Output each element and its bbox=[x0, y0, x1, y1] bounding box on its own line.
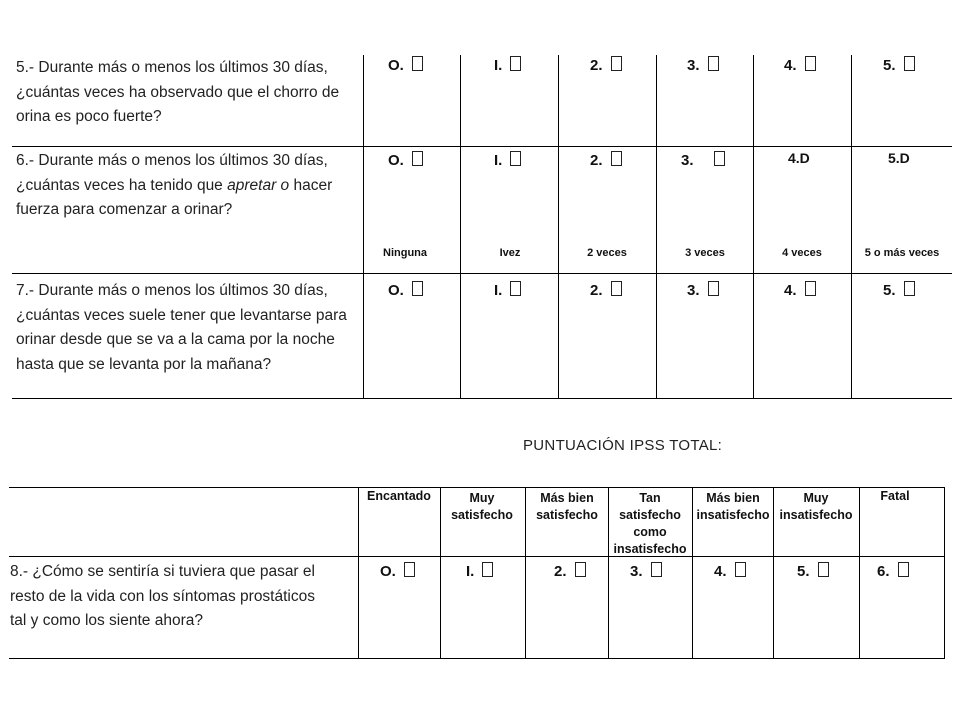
table-rule bbox=[12, 146, 952, 147]
checkbox-icon[interactable] bbox=[708, 281, 719, 296]
question-line: 8.- ¿Cómo se sentiría si tuviera que pasar el bbox=[10, 563, 315, 580]
column-divider bbox=[440, 487, 441, 658]
question-line bbox=[16, 174, 332, 199]
q7-option-4[interactable] bbox=[784, 281, 816, 299]
checkbox-icon[interactable] bbox=[714, 151, 725, 166]
column-divider bbox=[851, 55, 852, 398]
option-label: I. bbox=[494, 57, 503, 74]
question-8-text bbox=[10, 560, 315, 634]
q5-option-0[interactable] bbox=[388, 56, 423, 74]
column-divider bbox=[460, 55, 461, 398]
header-line: Encantado bbox=[367, 489, 431, 503]
checkbox-icon[interactable] bbox=[708, 56, 719, 71]
header-line: satisfecho bbox=[451, 508, 513, 522]
checkbox-icon[interactable] bbox=[651, 562, 662, 577]
question-line: orinar desde que se va a la cama por la noche bbox=[16, 331, 335, 348]
header-line: satisfecho bbox=[619, 508, 681, 522]
checkbox-icon[interactable] bbox=[611, 281, 622, 296]
question-line: 6.- Durante más o menos los últimos 30 días, bbox=[16, 152, 328, 169]
option-label: 5. bbox=[883, 282, 896, 299]
option-label: 2. bbox=[590, 57, 603, 74]
header-line: Fatal bbox=[880, 489, 910, 503]
scale-label: 2 veces bbox=[587, 247, 627, 259]
header-line: como bbox=[633, 525, 667, 539]
question-7-text bbox=[16, 279, 347, 377]
checkbox-icon[interactable] bbox=[611, 56, 622, 71]
checkbox-icon[interactable] bbox=[575, 562, 586, 577]
column-divider bbox=[558, 55, 559, 398]
table-rule bbox=[9, 556, 945, 557]
question-line: ¿cuántas veces suele tener que levantarse para bbox=[16, 306, 347, 324]
question-line: ¿cuántas veces ha observado que el chorro de bbox=[16, 83, 340, 101]
column-divider bbox=[363, 55, 364, 398]
question-line: fuerza para comenzar a orinar? bbox=[16, 201, 233, 218]
header-muy-insatisfecho bbox=[780, 490, 853, 524]
column-divider bbox=[859, 487, 860, 658]
option-label: 3. bbox=[630, 563, 643, 580]
q6-option-2[interactable] bbox=[590, 151, 622, 169]
checkbox-icon[interactable] bbox=[904, 56, 915, 71]
q7-option-2[interactable] bbox=[590, 281, 622, 299]
q7-option-5[interactable] bbox=[883, 281, 915, 299]
column-divider bbox=[773, 487, 774, 658]
column-divider bbox=[944, 487, 945, 658]
q7-option-0[interactable] bbox=[388, 281, 423, 299]
question-emphasis: apretar o bbox=[227, 176, 290, 194]
option-label: 4. bbox=[714, 563, 727, 580]
checkbox-icon[interactable] bbox=[904, 281, 915, 296]
scale-label: Ivez bbox=[499, 247, 521, 259]
option-label: 4. bbox=[784, 57, 797, 74]
option-label: O. bbox=[388, 282, 404, 299]
q6-option-4[interactable] bbox=[788, 150, 810, 166]
q5-option-2[interactable] bbox=[590, 56, 622, 74]
option-label: 2. bbox=[554, 563, 567, 580]
question-line: tal y como los siente ahora? bbox=[10, 612, 203, 629]
option-label: O. bbox=[380, 563, 396, 580]
question-line: hasta que se levanta por la mañana? bbox=[16, 355, 272, 373]
q6-option-0[interactable] bbox=[388, 151, 423, 169]
q6-option-3[interactable] bbox=[681, 151, 725, 169]
checkbox-icon[interactable] bbox=[404, 562, 415, 577]
q6-option-5[interactable] bbox=[888, 150, 910, 166]
option-label: 2. bbox=[590, 282, 603, 299]
option-label: 5.D bbox=[888, 150, 910, 166]
q8-option-5[interactable] bbox=[797, 562, 829, 580]
checkbox-icon[interactable] bbox=[510, 56, 521, 71]
column-divider bbox=[608, 487, 609, 658]
checkbox-icon[interactable] bbox=[412, 281, 423, 296]
q5-option-5[interactable] bbox=[883, 56, 915, 74]
header-fatal bbox=[880, 488, 909, 505]
header-line: Más bien bbox=[706, 491, 760, 505]
checkbox-icon[interactable] bbox=[818, 562, 829, 577]
header-encantado bbox=[367, 488, 431, 505]
q7-option-3[interactable] bbox=[687, 281, 719, 299]
q8-option-1[interactable] bbox=[466, 562, 493, 580]
question-line: 5.- Durante más o menos los últimos 30 días, bbox=[16, 59, 328, 76]
option-label: 5. bbox=[797, 563, 810, 580]
question-line-part: hacer bbox=[289, 176, 333, 194]
checkbox-icon[interactable] bbox=[805, 56, 816, 71]
option-label: 5. bbox=[883, 57, 896, 74]
header-tan-satisfecho bbox=[614, 490, 687, 558]
checkbox-icon[interactable] bbox=[482, 562, 493, 577]
question-line: resto de la vida con los síntomas prostáticos bbox=[10, 587, 315, 605]
q8-option-0[interactable] bbox=[380, 562, 415, 580]
option-label: O. bbox=[388, 152, 404, 169]
header-muy-satisfecho bbox=[451, 490, 513, 524]
q8-option-4[interactable] bbox=[714, 562, 746, 580]
checkbox-icon[interactable] bbox=[510, 281, 521, 296]
checkbox-icon[interactable] bbox=[412, 56, 423, 71]
checkbox-icon[interactable] bbox=[898, 562, 909, 577]
question-line-part: ¿cuántas veces ha tenido que bbox=[16, 176, 228, 194]
header-line: satisfecho bbox=[536, 508, 598, 522]
header-line: Tan bbox=[639, 491, 661, 505]
checkbox-icon[interactable] bbox=[412, 151, 423, 166]
scale-label: 3 veces bbox=[685, 247, 725, 259]
option-label: I. bbox=[466, 563, 475, 580]
option-label: 2. bbox=[590, 152, 603, 169]
option-label: 6. bbox=[877, 563, 890, 580]
q5-option-1[interactable] bbox=[494, 56, 521, 74]
question-5-text bbox=[16, 56, 339, 130]
column-divider bbox=[525, 487, 526, 658]
checkbox-icon[interactable] bbox=[735, 562, 746, 577]
q8-option-2[interactable] bbox=[554, 562, 586, 580]
header-line: insatisfecho bbox=[779, 508, 853, 522]
option-label: 4.D bbox=[788, 150, 810, 166]
option-label: 3. bbox=[681, 152, 694, 169]
question-line: orina es poco fuerte? bbox=[16, 108, 162, 125]
option-label: I. bbox=[494, 152, 503, 169]
option-label: 3. bbox=[687, 57, 700, 74]
column-divider bbox=[753, 55, 754, 398]
q5-option-4[interactable] bbox=[784, 56, 816, 74]
checkbox-icon[interactable] bbox=[510, 151, 521, 166]
table-rule bbox=[9, 487, 945, 488]
header-line: Muy bbox=[469, 491, 495, 505]
column-divider bbox=[656, 55, 657, 398]
header-mas-bien-insatisfecho bbox=[697, 490, 770, 524]
table-rule bbox=[12, 398, 952, 399]
option-label: O. bbox=[388, 57, 404, 74]
q6-option-1[interactable] bbox=[494, 151, 521, 169]
checkbox-icon[interactable] bbox=[611, 151, 622, 166]
scale-label: 4 veces bbox=[782, 247, 822, 259]
question-6-text bbox=[16, 149, 332, 223]
header-mas-bien-satisfecho bbox=[536, 490, 598, 524]
header-line: insatisfecho bbox=[696, 508, 770, 522]
checkbox-icon[interactable] bbox=[805, 281, 816, 296]
table-rule bbox=[12, 273, 952, 274]
scale-label: 5 o más veces bbox=[864, 247, 940, 259]
column-divider bbox=[358, 487, 359, 658]
scale-label: Ninguna bbox=[383, 247, 427, 259]
header-line: Más bien bbox=[540, 491, 594, 505]
option-label: 3. bbox=[687, 282, 700, 299]
q8-option-3[interactable] bbox=[630, 562, 662, 580]
option-label: 4. bbox=[784, 282, 797, 299]
table-rule bbox=[9, 658, 945, 659]
question-line: 7.- Durante más o menos los últimos 30 días, bbox=[16, 282, 328, 299]
q7-option-1[interactable] bbox=[494, 281, 521, 299]
header-line: Muy bbox=[803, 491, 829, 505]
header-line: insatisfecho bbox=[613, 542, 687, 556]
q5-option-3[interactable] bbox=[687, 56, 719, 74]
option-label: I. bbox=[494, 282, 503, 299]
q8-option-6[interactable] bbox=[877, 562, 909, 580]
ipss-total-label: PUNTUACIÓN IPSS TOTAL: bbox=[523, 437, 723, 454]
column-divider bbox=[692, 487, 693, 658]
